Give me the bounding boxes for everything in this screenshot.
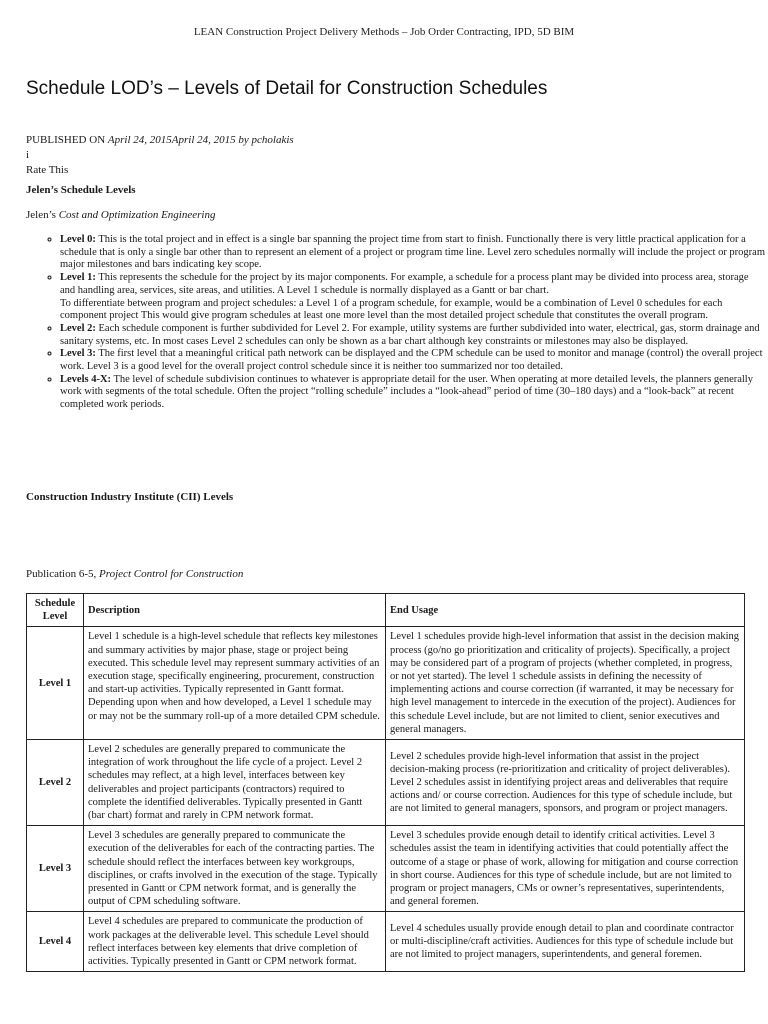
cell-level: Level 4 [27, 912, 84, 972]
level-text: Each schedule component is further subdivided for Level 2. For example, utility systems are further subdivided into water, electrical, gas, storm drainage and sanitary systems, etc. In most cases Level 2 schedules can only be shown as a bar chart although key constraints or milestones may also be displayed. [60, 322, 760, 347]
list-item [60, 272, 766, 323]
level-text: The first level that a meaningful critical path network can be displayed and the CPM schedule can be used to monitor and manage (control) the overall project work. Level 3 is a good level for the overall project control schedule since it is neither too summarized nor too detailed. [60, 348, 763, 373]
cell-usage: Level 4 schedules usually provide enough detail to plan and coordinate contractor or multi-discipline/craft activities. Audiences for this type of schedule include but are not limited to project managers, superintendents, and general foremen. [386, 912, 745, 972]
published-date[interactable]: April 24, 2015April 24, 2015 [107, 134, 236, 146]
post-meta [26, 133, 294, 178]
jelen-source [26, 209, 215, 221]
cell-usage: Level 1 schedules provide high-level information that assist in the decision making process (go/no go prioritization and criticality of projects). Specifically, a project may be considered part of a program of projects (whether completed, in progress, or not yet started). The level 1 schedule assists in defining the necessity of implementing actions and course correction (if warranted, it may be necessary for high level management to intercede in the execution of the project). Audiences for this schedule Level include, but are not limited to client, senior executives and general managers. [386, 627, 745, 740]
published-label: PUBLISHED ON [26, 134, 106, 146]
level-text: This represents the schedule for the project by its major components. For example, a schedule for a process plant may be divided into process area, storage and handling area, services, site areas, and utilities. A Level 1 schedule is normally displayed as a Gantt or bar chart. [60, 272, 749, 296]
cell-description: Level 2 schedules are generally prepared to communicate the integration of work throughout the life cycle of a project. Level 2 schedules may reflect, at a high level, interfaces between key deliverables and project participants (contractors) required to complete the identified deliverables. Typically presented in Gantt (bar chart) format and rarely in CPM network format. [84, 740, 386, 826]
column-header-level: Schedule Level [27, 594, 84, 627]
cell-usage: Level 2 schedules provide high-level information that assist in the project decision-making process (re-prioritization and criticality of project deliverables). Level 2 schedules assist in identifying project areas and deliverables that require actions and/ or course correction. Audiences for this type of schedule include, but are not limited to general managers, sponsors, and program or project managers. [386, 740, 745, 826]
author-link[interactable]: pcholakis [251, 134, 294, 146]
by-label: by [238, 134, 249, 146]
table-row [27, 912, 745, 972]
page-title: Schedule LOD’s – Levels of Detail for Construction Schedules [26, 78, 548, 99]
level-label: Level 3: [60, 348, 96, 360]
level-label: Levels 4-X: [60, 373, 112, 385]
publication-line [26, 568, 243, 580]
list-item [60, 234, 766, 272]
column-header-description: Description [84, 594, 386, 627]
table-row [27, 740, 745, 826]
info-icon[interactable]: i [26, 149, 30, 161]
level-label: Level 1: [60, 272, 96, 284]
jelen-source-title: Cost and Optimization Engineering [58, 209, 216, 221]
cell-usage: Level 3 schedules provide enough detail to identify critical activities. Level 3 schedules assist the team in identifying activities that could potentially affect the outcome of a stage or phase of work, allowing for mitigation and course correction in short course. Audiences for this type of schedule include, but are not limited to program or project managers, CMs or owner’s representatives, superintendents, and general foremen. [386, 826, 745, 912]
jelen-heading: Jelen’s Schedule Levels [26, 184, 136, 196]
cell-description: Level 4 schedules are prepared to communicate the production of work packages at the deliverable level. This schedule Level should reflect interfaces between key elements that drive completion of activities. Typically presented in Gantt or CPM network format. [84, 912, 386, 972]
publication-prefix: Publication 6-5, [26, 568, 97, 580]
table-row [27, 627, 745, 740]
cell-description: Level 3 schedules are generally prepared to communicate the execution of the deliverables for each of the contracting parties. The schedule should reflect the interfaces between key workgroups, disciplines, or crafts involved in the execution of the stage. Typically presented in Gantt or CPM network format, and is generally the output of CPM scheduling software. [84, 826, 386, 912]
publication-title: Project Control for Construction [99, 568, 244, 580]
level-label: Level 2: [60, 322, 96, 334]
list-item [60, 374, 766, 412]
table-header-row [27, 594, 745, 627]
column-header-usage: End Usage [386, 594, 745, 627]
level-text: This is the total project and in effect is a single bar spanning the project time from start to finish. Functionally there is very little practical application for a schedule that is only a single bar other than to represent an element of a project or program time line. Level zero schedules normally will include the project or program major milestones and bars indicating key scope. [60, 234, 766, 271]
rate-this-link[interactable]: Rate This [26, 164, 69, 176]
table-row [27, 826, 745, 912]
list-item [60, 348, 766, 373]
list-item [60, 323, 766, 348]
level-text-extra: To differentiate between program and project schedules: a Level 1 of a program schedule, for example, would be a combination of Level 0 schedules for each component project This would give program schedules at least one more level than the most detailed project schedule that constitutes the overall program. [60, 297, 723, 322]
site-header-title[interactable]: LEAN Construction Project Delivery Methods – Job Order Contracting, IPD, 5D BIM [193, 26, 575, 38]
jelen-levels-list [42, 234, 766, 412]
level-label: Level 0: [60, 234, 96, 245]
jelen-source-prefix: Jelen’s [26, 209, 56, 221]
cell-level: Level 2 [27, 740, 84, 826]
cii-heading: Construction Industry Institute (CII) Levels [26, 491, 234, 503]
level-text: The level of schedule subdivision continues to whatever is appropriate detail for the user. When operating at more detailed levels, the planners generally work with segments of the total schedule. Often the project “rolling schedule” includes a “look-ahead” period of time (30–180 days) and a “look-back” at recent completed work periods. [60, 373, 753, 411]
cell-level: Level 1 [27, 627, 84, 740]
cii-levels-table [26, 593, 745, 972]
cell-level: Level 3 [27, 826, 84, 912]
cell-description: Level 1 schedule is a high-level schedule that reflects key milestones and summary activities by major phase, stage or project being executed. This schedule level may represent summary activities of an execution stage, specifically engineering, procurement, construction and start-up activities. Typically represented in Gantt format. Depending upon when and how developed, a Level 1 schedule may or may not be the summary roll-up of a more detailed CPM schedule. [84, 627, 386, 740]
